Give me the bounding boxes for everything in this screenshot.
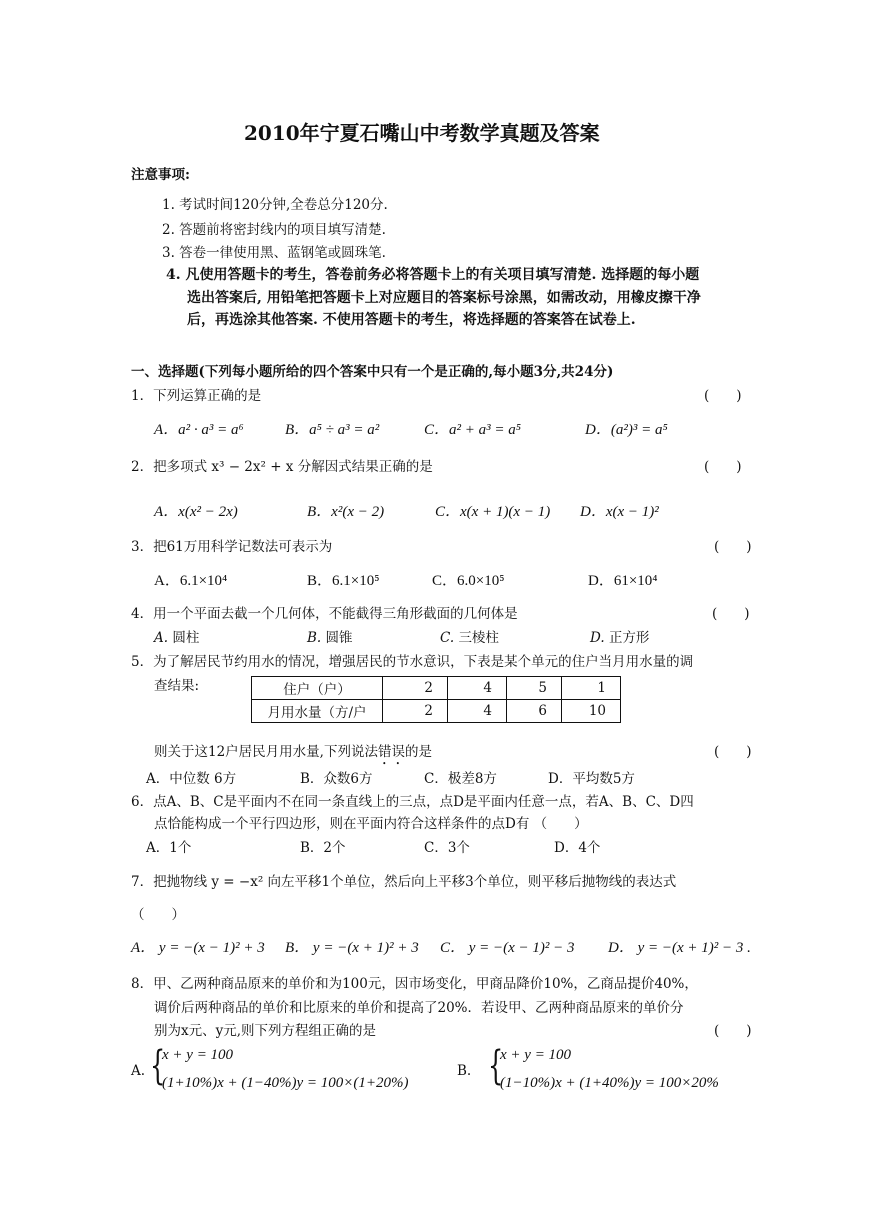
q7-stem: 7．把抛物线 y = −x² 向左平移1个单位，然后向上平移3个单位，则平移后抛物线的表达式 [131,874,677,890]
table-cell: 2 [383,700,448,723]
q3-option-a: A．6.1×10⁴ [154,573,228,589]
table-cell: 10 [562,700,621,723]
q2-option-b: B．x²(x − 2) [307,504,385,520]
table-cell: 5 [507,677,562,700]
q4-answer-paren: ( ) [712,606,750,622]
q2-option-c: C．x(x + 1)(x − 1) [435,504,551,520]
q7-option-a: A． y = −(x − 1)² + 3 [131,940,265,956]
q1-option-a: A．a² · a³ = a⁶ [154,422,244,438]
notice-item-2: 2. 答题前将密封线内的项目填写清楚. [162,222,386,238]
notice-heading: 注意事项: [131,167,190,183]
q8-option-a-eq2: (1+10%)x + (1−40%)y = 100×(1+20%) [162,1075,409,1091]
page-title: 2010年宁夏石嘴山中考数学真题及答案 [244,121,600,145]
q7-answer-paren: （ ） [131,907,185,923]
q8-option-a-eq1: x + y = 100 [162,1047,234,1063]
q6-option-d: D．4个 [554,840,601,856]
q4-option-b: B. 圆锥 [307,630,353,646]
section-heading: 一、选择题(下列每小题所给的四个答案中只有一个是正确的,每小题3分,共24分) [131,364,614,380]
q3-option-c: C．6.0×10⁵ [432,573,505,589]
q5-stem: 5．为了解居民节约用水的情况，增强居民的节水意识，下表是某个单元的住户当月用水量的调 [131,654,694,670]
notice-item-4: 4. 凡使用答题卡的考生，答卷前务必将答题卡上的有关项目填写清楚. 选择题的每小题 [166,267,700,283]
q8-answer-paren: ( ) [714,1023,752,1039]
q8-stem-cont: 调价后两种商品的单价和比原来的单价和提高了20%．若设甲、乙两种商品原来的单价分 [154,1000,684,1016]
notice-item-3: 3. 答卷一律使用黑、蓝钢笔或圆珠笔. [162,245,386,261]
q4-stem: 4．用一个平面去截一个几何体，不能截得三角形截面的几何体是 [131,606,518,622]
table-cell: 4 [448,677,507,700]
notice-item-4-line2: 选出答案后, 用铅笔把答题卡上对应题目的答案标号涂黑，如需改动，用橡皮擦干净 [187,290,701,306]
q7-option-d: D． y = −(x + 1)² − 3 . [608,940,751,956]
q6-option-c: C．3个 [424,840,470,856]
q5-option-d: D．平均数5方 [548,771,635,787]
q4-option-d: D. 正方形 [590,630,650,646]
notice-item-1: 1. 考试时间120分钟,全卷总分120分. [162,197,388,213]
q8-option-b-eq1: x + y = 100 [500,1047,572,1063]
q1-stem: 1．下列运算正确的是 [131,388,262,404]
q2-stem: 2．把多项式 x³ − 2x² + x 分解因式结果正确的是 [131,459,433,475]
brace-icon: { [150,1043,166,1089]
q8-option-b-label: B. [457,1063,472,1079]
q6-stem: 6．点A、B、C是平面内不在同一条直线上的三点，点D是平面内任意一点，若A、B、C、D四 [131,794,694,810]
q7-option-b: B． y = −(x + 1)² + 3 [285,940,419,956]
q8-stem-cont2: 别为x元、y元,则下列方程组正确的是 [154,1023,377,1039]
q8-stem: 8．甲、乙两种商品原来的单价和为100元，因市场变化，甲商品降价10%，乙商品提价40%， [131,976,698,992]
table-header-cell: 月用水量（方/户 [252,700,383,723]
q1-option-d: D．(a²)³ = a⁵ [585,422,668,438]
q2-answer-paren: ( ) [704,459,742,475]
q1-option-b: B．a⁵ ÷ a³ = a² [285,422,380,438]
q1-answer-paren: ( ) [704,388,742,404]
q5-option-c: C．极差8方 [424,771,497,787]
q5-question: 则关于这12户居民月用水量,下列说法错误的是 [154,744,432,760]
q6-option-b: B．2个 [300,840,346,856]
q5-answer-paren: ( ) [714,744,752,760]
water-usage-table [251,676,621,723]
table-cell: 2 [383,677,448,700]
q5-option-b: B．众数6方 [300,771,373,787]
q5-stem-cont: 查结果: [154,678,200,694]
q7-option-c: C． y = −(x − 1)² − 3 [440,940,575,956]
table-cell: 1 [562,677,621,700]
q8-option-a-label: A. [131,1063,146,1079]
q3-answer-paren: ( ) [714,539,752,555]
q2-option-a: A．x(x² − 2x) [154,504,238,520]
q4-option-a: A. 圆柱 [154,630,200,646]
table-header-cell: 住户（户） [252,677,383,700]
q4-option-c: C. 三棱柱 [440,630,499,646]
q1-option-c: C．a² + a³ = a⁵ [424,422,521,438]
q6-stem-cont: 点恰能构成一个平行四边形，则在平面内符合这样条件的点D有 （ ） [154,816,588,832]
table-cell: 6 [507,700,562,723]
q6-option-a: A．1个 [146,840,192,856]
brace-icon: { [488,1043,504,1089]
q3-option-b: B．6.1×10⁵ [307,573,380,589]
table-cell: 4 [448,700,507,723]
q3-stem: 3．把61万用科学记数法可表示为 [131,539,333,555]
q2-option-d: D．x(x − 1)² [580,504,659,520]
table-row [252,700,621,723]
q8-option-b-eq2: (1−10%)x + (1+40%)y = 100×20% [500,1075,719,1091]
notice-item-4-line3: 后，再选涂其他答案. 不使用答题卡的考生，将选择题的答案答在试卷上. [187,312,636,328]
q5-option-a: A．中位数 6方 [146,771,237,787]
q3-option-d: D．61×10⁴ [588,573,658,589]
table-row [252,677,621,700]
